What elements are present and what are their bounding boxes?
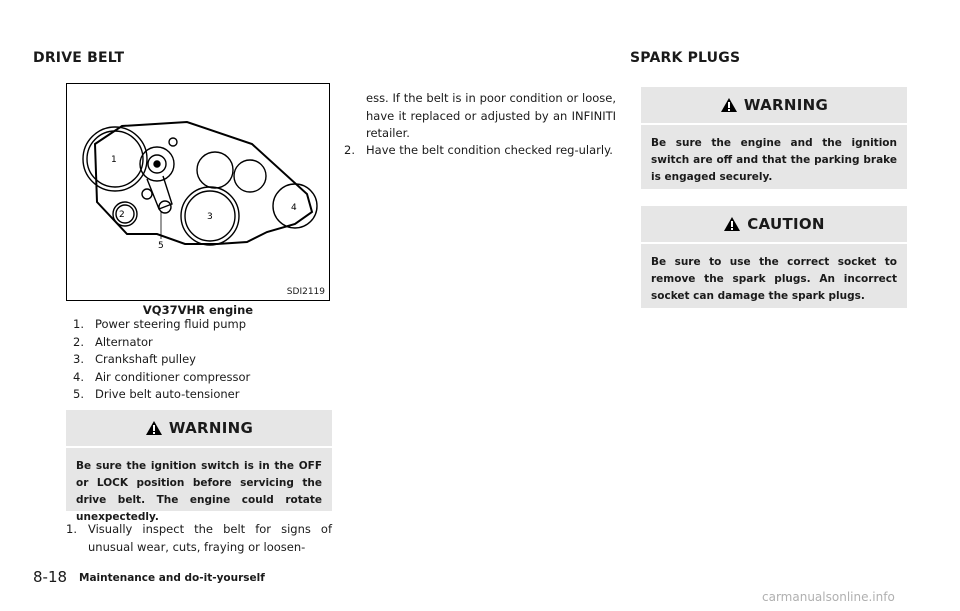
belt-routing-illustration [67, 84, 329, 300]
list-item-text: Power steering fluid pump [95, 317, 247, 331]
warning-header [66, 410, 332, 448]
list-item [73, 351, 333, 369]
caution-body: Be sure to use the correct socket to remove the spark plugs. An incorrect socket can damage the spark plugs. [651, 256, 897, 302]
list-item-number: 1. [73, 317, 84, 331]
drive-belt-diagram [66, 83, 330, 301]
chapter-title: Maintenance and do-it-yourself [79, 572, 265, 584]
warning-header [641, 87, 907, 125]
list-item-text: Crankshaft pulley [95, 352, 196, 366]
list-item-text: Drive belt auto-tensioner [95, 387, 240, 401]
diagram-label-4: 4 [291, 203, 297, 213]
step-text: Visually inspect the belt for signs of unusual wear, cuts, fraying or loosen- [88, 522, 332, 554]
list-item-number: 4. [73, 369, 84, 384]
list-item-text: Air conditioner compressor [95, 369, 251, 384]
figure-code: SDI2119 [286, 287, 325, 297]
diagram-label-1: 1 [111, 155, 117, 165]
list-item-number: 2. [73, 334, 84, 349]
warning-body: Be sure the engine and the ignition switch are off and that the parking brake is engaged securely. [651, 137, 897, 183]
warning-heading: WARNING [168, 419, 254, 437]
page-number: 8-18 [33, 568, 68, 586]
step-2 [344, 142, 616, 160]
drive-belt-title: DRIVE BELT [33, 50, 125, 66]
watermark: carmanualsonline.info [762, 590, 895, 604]
caution-heading: CAUTION [747, 215, 825, 233]
warning-body: Be sure the ignition switch is in the OFF or LOCK position before servicing the drive belt. The engine could rotate unexpectedly. [76, 460, 322, 523]
list-item-text: Alternator [95, 334, 153, 349]
warning-triangle-icon [720, 97, 738, 113]
step-number: 1. [66, 522, 77, 536]
step-text: Have the belt condition checked reg-ularly. [366, 143, 613, 157]
warning-box-drive-belt [66, 410, 332, 523]
warning-heading: WARNING [743, 96, 829, 114]
diagram-label-5: 5 [158, 241, 164, 251]
warning-box-spark-plugs [641, 87, 907, 189]
list-item [73, 316, 333, 334]
list-item-number: 3. [73, 352, 84, 366]
list-item [73, 386, 333, 404]
component-list [73, 316, 333, 404]
step-1-continued: ess. If the belt is in poor condition or loose, have it replaced or adjusted by an INFINITI retailer. [366, 91, 616, 140]
list-item [73, 334, 333, 352]
diagram-label-3: 3 [207, 212, 213, 222]
caution-box-spark-plugs [641, 206, 907, 308]
step-1 [66, 521, 332, 556]
caution-triangle-icon [723, 216, 741, 232]
diagram-label-2: 2 [119, 210, 125, 220]
caution-header [641, 206, 907, 244]
warning-triangle-icon [145, 420, 163, 436]
list-item-number: 5. [73, 387, 84, 401]
list-item [73, 369, 333, 387]
spark-plugs-title: SPARK PLUGS [630, 50, 741, 66]
step-number: 2. [344, 143, 355, 157]
figure-caption: VQ37VHR engine [142, 303, 254, 317]
